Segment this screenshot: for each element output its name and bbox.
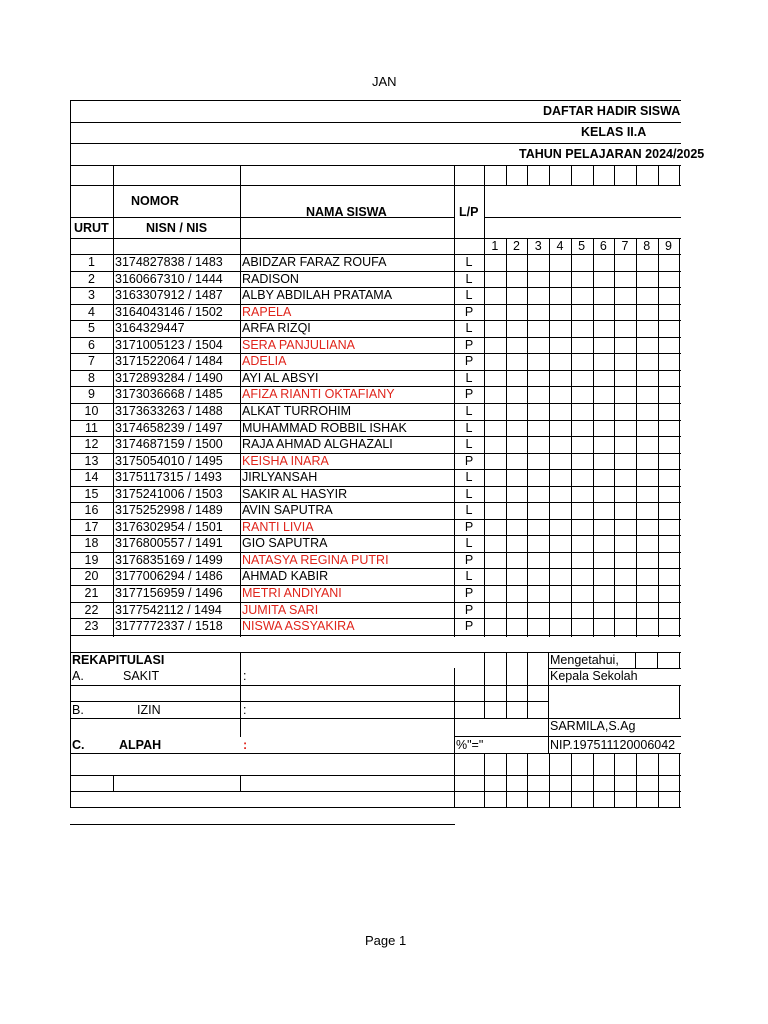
recap-c-letter: C.: [72, 738, 85, 752]
grid-vline: [527, 165, 528, 186]
sign-name: SARMILA,S.Ag: [550, 719, 636, 733]
student-number: 15: [84, 487, 99, 501]
grid-vline: [527, 753, 528, 808]
student-nisn: 3163307912 / 1487: [115, 288, 223, 302]
student-nisn: 3173633263 / 1488: [115, 404, 223, 418]
student-nisn: 3174827838 / 1483: [115, 255, 223, 269]
student-name: AYI AL ABSYI: [242, 371, 319, 385]
student-number: 14: [84, 470, 99, 484]
student-gender: L: [465, 272, 473, 286]
grid-vline: [571, 165, 572, 186]
student-number: 23: [84, 619, 99, 633]
recap-formula: %"=": [456, 738, 484, 752]
student-gender: L: [465, 371, 473, 385]
page-number: Page 1: [365, 933, 407, 948]
student-nisn: 3175117315 / 1493: [115, 470, 222, 484]
student-name: MUHAMMAD ROBBIL ISHAK: [242, 421, 407, 435]
grid-vline: [636, 238, 637, 637]
recap-b-colon: :: [243, 703, 247, 717]
month-header: JAN: [372, 74, 397, 89]
grid-vline: [484, 165, 485, 637]
grid-vline: [593, 238, 594, 637]
student-gender: L: [465, 470, 473, 484]
grid-vline: [70, 753, 71, 808]
student-name: NATASYA REGINA PUTRI: [242, 553, 389, 567]
student-name: SERA PANJULIANA: [242, 338, 356, 352]
grid-hline: [70, 143, 681, 144]
sign-known: Mengetahui,: [550, 653, 619, 667]
grid-vline: [679, 652, 680, 669]
student-gender: L: [465, 487, 473, 501]
student-nisn: 3176835169 / 1499: [115, 553, 223, 567]
day-number: 6: [599, 239, 607, 253]
student-nisn: 3171522064 / 1484: [115, 354, 223, 368]
student-name: ADELIA: [242, 354, 287, 368]
grid-vline: [635, 652, 636, 669]
student-name: JUMITA SARI: [242, 603, 319, 617]
student-name: RAPELA: [242, 305, 292, 319]
day-number: 1: [491, 239, 499, 253]
grid-vline: [658, 165, 659, 186]
student-number: 13: [84, 454, 99, 468]
grid-vline: [614, 165, 615, 186]
grid-vline: [657, 652, 658, 669]
student-gender: L: [465, 321, 473, 335]
col-header-urut: URUT: [74, 221, 109, 235]
student-name: ABIDZAR FARAZ ROUFA: [242, 255, 387, 269]
student-name: JIRLYANSAH: [242, 470, 318, 484]
grid-vline: [484, 753, 485, 808]
sheet-title: DAFTAR HADIR SISWA: [543, 104, 681, 118]
grid-hline: [70, 165, 681, 166]
grid-vline: [679, 753, 680, 808]
grid-vline: [679, 238, 680, 637]
day-number: 3: [534, 239, 542, 253]
student-number: 21: [84, 586, 99, 600]
student-number: 16: [84, 503, 99, 517]
student-nisn: 3172893284 / 1490: [115, 371, 223, 385]
grid-vline: [636, 165, 637, 186]
grid-hline: [70, 753, 681, 754]
grid-vline: [240, 165, 241, 637]
grid-hline: [70, 185, 681, 186]
grid-vline: [658, 238, 659, 637]
student-name: SAKIR AL HASYIR: [242, 487, 348, 501]
recap-b-letter: B.: [72, 703, 84, 717]
student-number: 2: [88, 272, 95, 286]
grid-hline: [70, 685, 681, 686]
student-number: 5: [88, 321, 95, 335]
day-number: 5: [578, 239, 586, 253]
student-gender: P: [464, 338, 474, 352]
grid-vline: [614, 238, 615, 637]
student-nisn: 3160667310 / 1444: [115, 272, 223, 286]
grid-vline: [593, 165, 594, 186]
student-nisn: 3164329447: [115, 321, 185, 335]
recap-title: REKAPITULASI: [72, 653, 165, 667]
student-nisn: 3176800557 / 1491: [115, 536, 223, 550]
student-gender: P: [464, 619, 474, 633]
col-header-nisn: NISN / NIS: [146, 221, 208, 235]
student-name: AFIZA RIANTI OKTAFIANY: [242, 387, 395, 401]
student-number: 10: [84, 404, 99, 418]
recap-a-label: SAKIT: [123, 669, 160, 683]
grid-vline: [549, 753, 550, 808]
student-number: 9: [88, 387, 95, 401]
student-name: GIO SAPUTRA: [242, 536, 328, 550]
student-gender: P: [464, 553, 474, 567]
student-nisn: 3177006294 / 1486: [115, 569, 223, 583]
recap-b-label: IZIN: [137, 703, 161, 717]
student-gender: L: [465, 437, 473, 451]
sign-nip: NIP.197511120006042: [550, 738, 676, 752]
grid-vline: [454, 668, 455, 754]
student-name: METRI ANDIYANI: [242, 586, 342, 600]
student-nisn: 3175252998 / 1489: [115, 503, 223, 517]
day-number: 2: [513, 239, 520, 253]
grid-vline: [549, 165, 550, 186]
student-name: RANTI LIVIA: [242, 520, 314, 534]
student-number: 22: [84, 603, 99, 617]
student-name: NISWA ASSYAKIRA: [242, 619, 355, 633]
recap-c-label: ALPAH: [119, 738, 162, 752]
grid-vline: [614, 753, 615, 808]
student-nisn: 3177156959 / 1496: [115, 586, 223, 600]
student-gender: P: [464, 354, 474, 368]
col-header-nama: NAMA SISWA: [306, 205, 387, 219]
grid-hline: [70, 217, 455, 218]
student-gender: L: [465, 255, 473, 269]
day-number: 7: [621, 239, 629, 253]
student-gender: P: [464, 586, 474, 600]
student-number: 12: [84, 437, 99, 451]
student-number: 8: [88, 371, 95, 385]
grid-vline: [679, 165, 680, 186]
student-nisn: 3176302954 / 1501: [115, 520, 223, 534]
grid-vline: [506, 165, 507, 186]
grid-hline: [70, 122, 681, 123]
grid-hline: [70, 100, 681, 101]
student-name: KEISHA INARA: [242, 454, 329, 468]
student-number: 1: [88, 255, 95, 269]
student-name: ALKAT TURROHIM: [242, 404, 352, 418]
grid-vline: [571, 753, 572, 808]
student-nisn: 3177542112 / 1494: [115, 603, 222, 617]
student-gender: P: [464, 520, 474, 534]
grid-vline: [549, 238, 550, 637]
student-number: 3: [88, 288, 95, 302]
student-name: ALBY ABDILAH PRATAMA: [242, 288, 393, 302]
recap-c-colon: :: [243, 738, 248, 752]
student-gender: P: [464, 387, 474, 401]
class-title: KELAS II.A: [581, 125, 647, 139]
student-gender: P: [464, 603, 474, 617]
grid-vline: [113, 165, 114, 637]
grid-hline: [70, 775, 681, 776]
student-gender: L: [465, 569, 473, 583]
grid-hline: [70, 791, 681, 792]
student-nisn: 3175241006 / 1503: [115, 487, 223, 501]
student-number: 18: [84, 536, 99, 550]
student-nisn: 3174658239 / 1497: [115, 421, 223, 435]
grid-hline: [70, 635, 681, 636]
grid-vline: [593, 753, 594, 808]
student-number: 19: [84, 553, 99, 567]
day-number: 4: [556, 239, 564, 253]
student-number: 6: [88, 338, 95, 352]
student-number: 17: [84, 520, 99, 534]
grid-vline: [571, 238, 572, 637]
grid-vline: [454, 753, 455, 808]
student-gender: P: [464, 454, 474, 468]
student-nisn: 3175054010 / 1495: [115, 454, 223, 468]
col-header-lp: L/P: [459, 205, 479, 219]
student-nisn: 3174687159 / 1500: [115, 437, 223, 451]
student-gender: L: [465, 404, 473, 418]
sign-role: Kepala Sekolah: [550, 669, 638, 683]
student-number: 20: [84, 569, 99, 583]
student-number: 11: [85, 421, 98, 435]
student-name: AHMAD KABIR: [242, 569, 329, 583]
col-header-nomor: NOMOR: [131, 194, 179, 208]
grid-vline: [636, 753, 637, 808]
student-gender: L: [465, 421, 473, 435]
student-gender: P: [464, 305, 474, 319]
student-gender: L: [465, 288, 473, 302]
recap-a-letter: A.: [72, 669, 84, 683]
grid-hline: [70, 824, 455, 825]
student-nisn: 3171005123 / 1504: [115, 338, 223, 352]
grid-vline: [113, 775, 114, 792]
recap-a-colon: :: [243, 669, 247, 683]
student-nisn: 3173036668 / 1485: [115, 387, 223, 401]
student-nisn: 3164043146 / 1502: [115, 305, 223, 319]
student-nisn: 3177772337 / 1518: [115, 619, 223, 633]
student-number: 7: [88, 354, 95, 368]
grid-vline: [240, 652, 241, 737]
year-title: TAHUN PELAJARAN 2024/2025: [519, 147, 705, 161]
grid-hline: [484, 217, 681, 218]
grid-vline: [527, 238, 528, 637]
student-number: 4: [88, 305, 95, 319]
student-name: RAJA AHMAD ALGHAZALI: [242, 437, 393, 451]
grid-vline: [506, 753, 507, 808]
day-number: 9: [664, 239, 672, 253]
student-gender: L: [465, 503, 473, 517]
grid-vline: [679, 685, 680, 719]
student-name: ARFA RIZQI: [242, 321, 311, 335]
grid-vline: [506, 238, 507, 637]
grid-vline: [658, 753, 659, 808]
student-name: AVIN SAPUTRA: [242, 503, 333, 517]
grid-vline: [240, 775, 241, 792]
grid-hline: [70, 807, 681, 808]
student-gender: L: [465, 536, 473, 550]
student-name: RADISON: [242, 272, 299, 286]
day-number: 8: [643, 239, 651, 253]
